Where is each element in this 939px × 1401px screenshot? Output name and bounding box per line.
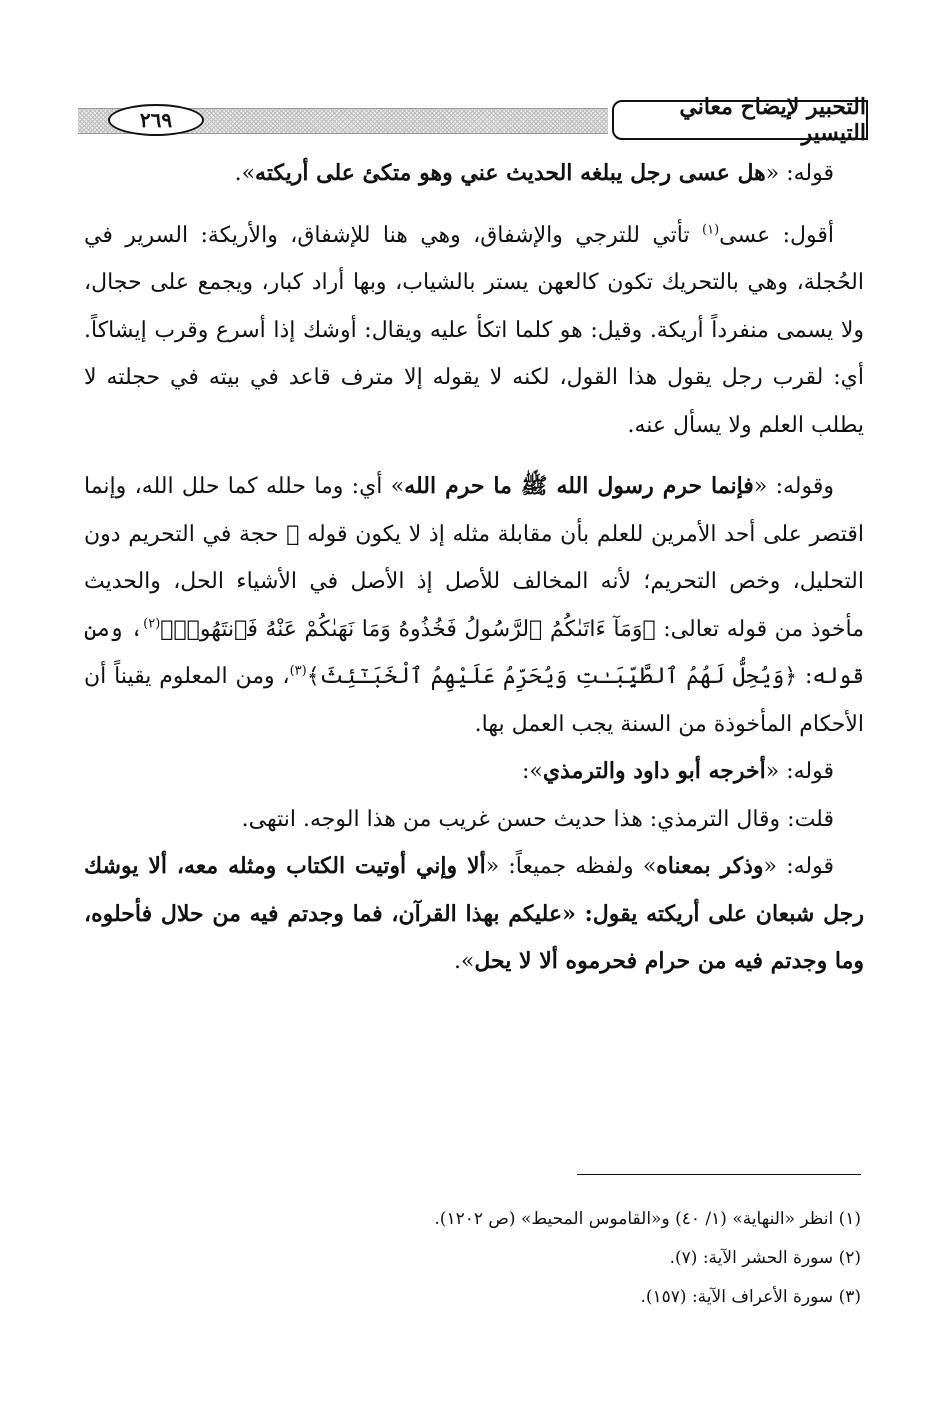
text-run: » أي: وما حلله كما حلل الله، وإنما اقتصر على أحد الأمرين للعلم بأن مقابلة مثله إذ لا يكون قوله ﷺ حجة في التحريم دون التحليل، وخص التحريم؛ لأنه المخالف للأصل إذ الأصل في الأشياء الحل، والحديث مأخوذ من قوله تعالى: ﴿وَمَآ ءَاتَىٰكُمُ ٱلرَّسُولُ فَخُذُوهُ وَمَا نَهَىٰكُمْ عَنْهُ فَٱنتَهُوا۟﴾ <box>84 474 864 642</box>
hadith-quote: ألا وإني أوتيت الكتاب ومثله معه، ألا يوشك رجل شبعان على أريكته يقول: «عليكم بهذا القرآن، فما وجدتم فيه من حلال فأحلوه، وما وجدتم فيه من حرام فحرموه ألا لا يحل <box>84 853 864 974</box>
text-run: أقول: عسى <box>719 222 835 248</box>
text-run: وقوله: « <box>753 474 835 499</box>
paragraph-1 <box>84 150 864 198</box>
text-run: تأتي للترجي والإشفاق، وهي هنا للإشفاق، والأريكة: السرير في الحُجلة، وهي بالتحريك تكون كالعهن يستر بالشياب، وبها أراد كبار، ويجمع على حجال، ولا يسمى منفرداً أريكة. وقيل: هو كلما اتكأ عليه ويقال: أوشك إذا أسرع وقرب إيشاكاً. أي: لقرب رجل يقول هذا القول، لكنه لا يقوله إلا مترف قاعد في بيته في حجلته لا يطلب العلم ولا يسأل عنه. <box>84 222 864 438</box>
hadith-quote: فإنما حرم رسول الله ﷺ ما حرم الله <box>404 473 754 499</box>
footnote-ref-3: (٣) <box>289 663 307 679</box>
hadith-quote: هل عسى رجل يبلغه الحديث عني وهو متكئ على أريكته <box>255 160 766 186</box>
text-run: » ولفظه جميعاً: « <box>485 854 657 879</box>
running-title: التحبير لإيضاح معاني التيسير <box>612 100 868 140</box>
text-run: قوله: « <box>763 854 835 879</box>
footnote-ref-2: (٢) <box>143 616 161 632</box>
text-run: قوله: « <box>765 759 834 784</box>
hadith-quote: وذكر بمعناه <box>656 853 764 879</box>
paragraph-4 <box>84 748 864 796</box>
footnotes <box>81 1200 861 1317</box>
paragraph-6 <box>84 843 864 986</box>
running-header <box>78 94 868 146</box>
hadith-quote: أخرجه أبو داود والترمذي <box>542 758 766 784</box>
page-number: ٢٦٩ <box>108 104 204 136</box>
text-run: ». <box>453 949 475 974</box>
paragraph-2 <box>84 212 864 450</box>
paragraph-3 <box>84 463 864 748</box>
paragraph-5: قلت: وقال الترمذي: هذا حديث حسن غريب من هذا الوجه. انتهى. <box>241 806 834 832</box>
text-run: »: <box>521 759 543 784</box>
text-run: ، ومن قوله: ﴿وَيُحِلُّ لَهُمُ ٱلطَّيِّبَـٰتِ وَيُحَرِّمُ عَلَيْهِمُ ٱلْخَبَـٰٓئِثَ﴾ <box>84 616 864 689</box>
text-run: قوله: « <box>765 161 834 186</box>
footnote-ref-1: (١) <box>702 222 720 238</box>
text-run: ». <box>234 161 256 186</box>
main-text <box>84 150 864 986</box>
text-run: ، ومن المعلوم يقيناً أن الأحكام المأخوذة من السنة يجب العمل بها. <box>84 664 864 737</box>
footnote-1: (١) انظر «النهاية» (١/ ٤٠) و«القاموس المحيط» (ص ١٢٠٢). <box>434 1209 861 1229</box>
footnote-3: (٣) سورة الأعراف الآية: (١٥٧). <box>640 1287 861 1307</box>
footnote-separator <box>577 1174 861 1175</box>
footnote-2: (٢) سورة الحشر الآية: (٧). <box>669 1248 861 1268</box>
